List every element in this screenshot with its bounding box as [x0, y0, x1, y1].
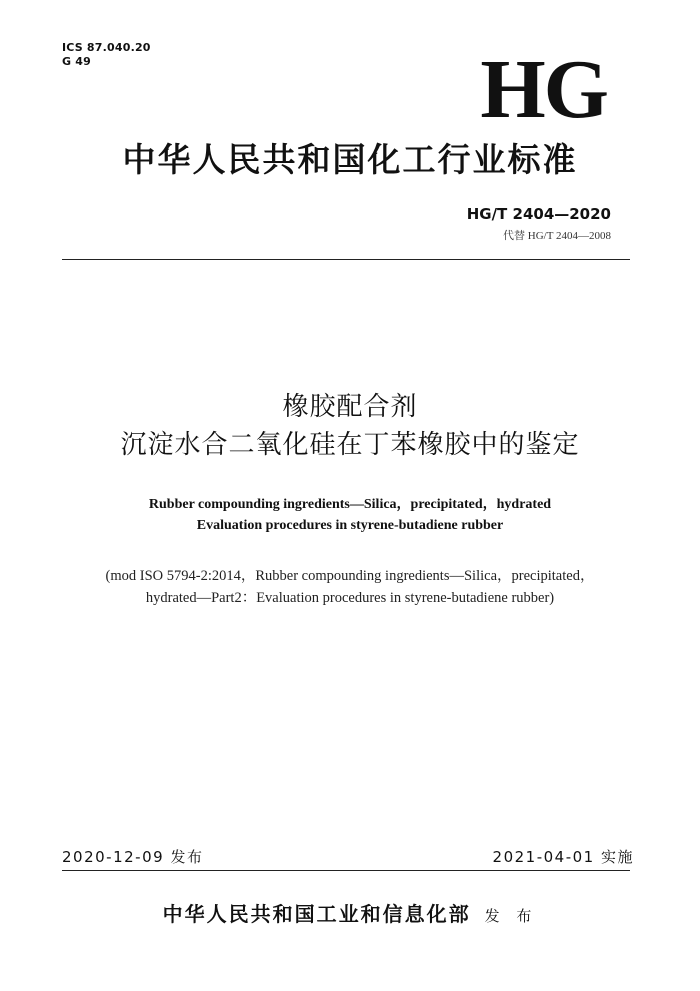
- category-code: G 49: [62, 55, 91, 68]
- header-divider: [62, 259, 630, 260]
- chinese-title-line2: 沉淀水合二氧化硅在丁苯橡胶中的鉴定: [120, 430, 580, 460]
- issue-date: 2020-12-09 发布: [62, 848, 204, 866]
- iso-note-line1: (mod ISO 5794-2:2014，Rubber compounding ingredients—Silica，precipitated，: [105, 568, 595, 584]
- ics-code: ICS 87.040.20: [62, 41, 151, 54]
- standard-number: HG/T 2404—2020: [466, 205, 611, 223]
- english-title-line2: Evaluation procedures in styrene-butadiene rubber: [196, 518, 504, 533]
- chinese-title: [0, 388, 700, 464]
- english-title-line1: Rubber compounding ingredients—Silica，precipitated，hydrated: [148, 497, 552, 512]
- iso-modification-note: [0, 565, 700, 609]
- implementation-date: 2021-04-01 实施: [492, 848, 634, 866]
- replaces-note: 代替 HG/T 2404—2008: [503, 230, 611, 242]
- hg-logo: HG: [480, 43, 607, 136]
- english-title: [0, 494, 700, 536]
- issuing-authority: 中华人民共和国工业和信息化部: [162, 904, 471, 926]
- classification-codes: [62, 41, 151, 69]
- issue-action: 发 布: [484, 907, 538, 925]
- issuer-line: [0, 902, 700, 929]
- org-title: 中华人民共和国化工行业标准: [122, 140, 578, 179]
- footer-divider: [62, 870, 630, 871]
- chinese-title-line1: 橡胶配合剂: [282, 392, 418, 422]
- iso-note-line2: hydrated—Part2：Evaluation procedures in styrene-butadiene rubber): [145, 590, 555, 606]
